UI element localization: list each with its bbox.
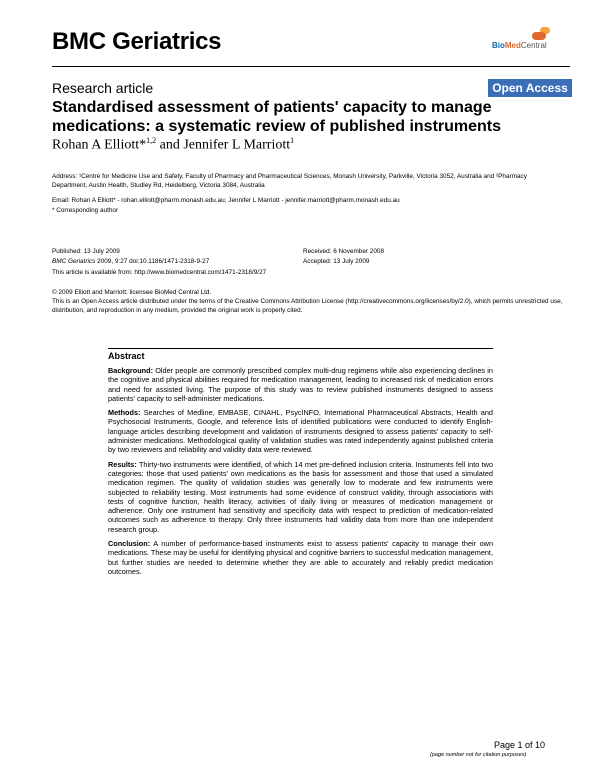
page-note: (page number not for citation purposes) bbox=[430, 752, 527, 758]
page-number: Page 1 of 10 bbox=[494, 740, 546, 750]
corresponding-note: * Corresponding author bbox=[52, 207, 119, 214]
biomed-central-logo: BioMedCentral bbox=[492, 32, 562, 52]
abstract-background: Background: Older people are commonly prescribed complex multi-drug regimens while also experiencing declines in the cognitive and physical abilities required for medication management, leading to increased risk of medication errors and need for assisted living. The purpose of this study was to review published instruments designed to assess patients' capacity to self-administer medications. bbox=[108, 366, 493, 403]
logo-dot-icon bbox=[532, 32, 546, 40]
open-access-badge: Open Access bbox=[488, 79, 572, 97]
abstract-heading: Abstract bbox=[108, 348, 493, 361]
journal-title: BMC Geriatrics bbox=[52, 28, 222, 55]
article-title: Standardised assessment of patients' capacity to manage medications: a systematic review of published instruments bbox=[52, 99, 502, 135]
author-email: Email: Rohan A Elliott* - rohan.elliott@pharm.monash.edu.au; Jennifer L Marriott - jennifer.marriott@pharm.monash.edu.au bbox=[52, 197, 400, 204]
citation: BMC Geriatrics 2009, 9:27 doi:10.1186/1471-2318-9-27 bbox=[52, 258, 210, 265]
published-date: Published: 13 July 2009 bbox=[52, 248, 120, 255]
author-address: Address: ¹Centre for Medicine Use and Safety, Faculty of Pharmacy and Pharmaceutical Sciences, Monash University, Parkville, Victoria 3052, Australia and ²Pharmacy Department, Austin Health, Studley Rd, Heidelberg, Victoria 3084, Australia bbox=[52, 173, 527, 189]
abstract-results: Results: Thirty-two instruments were identified, of which 14 met pre-defined inclusion criteria. Instruments fell into two categories: those that used patients' own medications as the basis for assessment and those that used a simulated medication regimen. The quality of validation studies was generally low to moderate and few instruments were subjected to reliability testing. Most instruments had some evidence of construct validity, through associations with tests of cognitive function, health literacy, activities of daily living or measures of medication management or adherence. Only one instrument had sensitivity and specificity data with respect to prediction of medication-related outcomes such as adherence to therapy. Only three instruments had validity data from more than one independent research group. bbox=[108, 459, 493, 534]
abstract-section bbox=[108, 348, 493, 576]
author-list: Rohan A Elliott*$^{1,2}$ and Jennifer L Marriott$^1$ bbox=[52, 136, 295, 153]
header-divider bbox=[52, 66, 570, 67]
license-text: This is an Open Access article distributed under the terms of the Creative Commons Attribution License (http://creativecommons.org/licenses/by/2.0), which permits unrestricted use, distribution, and reproduction in any medium, provided the original work is properly cited. bbox=[52, 298, 563, 314]
article-url: This article is available from: http://www.biomedcentral.com/1471-2318/9/27 bbox=[52, 269, 267, 276]
received-date: Received: 6 November 2008 bbox=[303, 248, 384, 255]
author-name: Jennifer L Marriott bbox=[183, 137, 291, 153]
abstract-conclusion: Conclusion: A number of performance-based instruments exist to assess patients' capacity to manage their own medications. These may be useful for identifying physical and cognitive barriers to successful medication management, but further studies are needed to determine whether they are able to accurately and reliably predict medication outcomes. bbox=[108, 539, 493, 576]
abstract-methods: Methods: Searches of Medline, EMBASE, CINAHL, PsycINFO, International Pharmaceutical Abstracts, Health and Psychosocial Instruments, Google, and reference lists of identified publications were conducted to identify English-language articles describing development and validation of instruments designed to assess patients' capacity to self-administer medications. Methodological quality of validation studies was rated independently against published criteria by two reviewers and reliability and validity data were reviewed. bbox=[108, 408, 493, 455]
copyright-line: © 2009 Elliott and Marriott; licensee BioMed Central Ltd. bbox=[52, 289, 212, 296]
accepted-date: Accepted: 13 July 2009 bbox=[303, 258, 370, 265]
article-type: Research article bbox=[52, 80, 154, 96]
author-name: Rohan A Elliott* bbox=[52, 137, 147, 153]
